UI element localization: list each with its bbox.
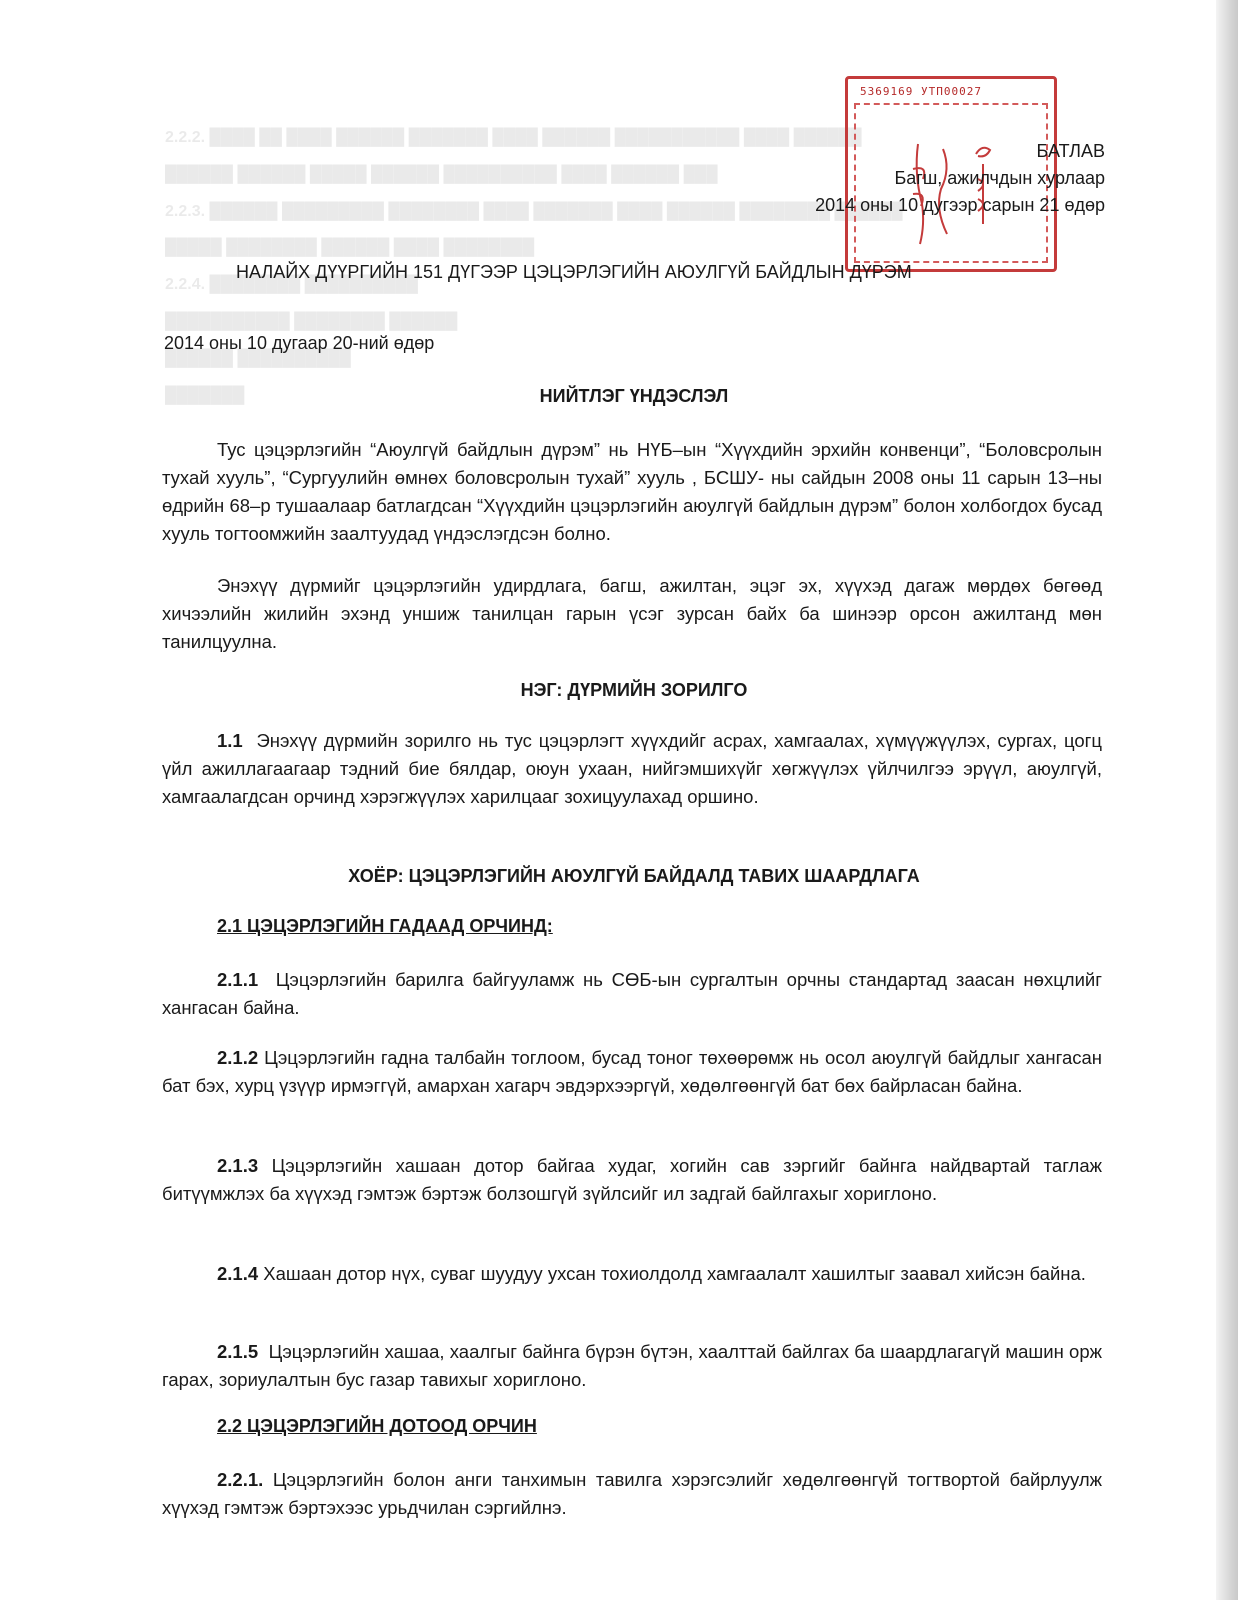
heading-general: НИЙТЛЭГ ҮНДЭСЛЭЛ [539,386,729,406]
clause-number: 1.1 [217,730,243,751]
clause-2-1-3 [162,1152,1102,1208]
clause-text: Цэцэрлэгийн хашаан дотор байгаа худаг, хогийн сав зэргийг байнга найдвартай таглаж битүүмжлэх ба хүүхэд гэмтэж бэртэж болзошгүй зүйлсийг ил задгай байлгахыг хориглоно. [162,1155,1103,1204]
clause-2-2-1 [162,1466,1102,1522]
scan-edge [1216,0,1238,1600]
stamp-number: 5369169 УТП00027 [860,85,982,98]
approval-title: БАТЛАВ [1036,141,1105,161]
approval-block [815,138,1105,219]
general-paragraph-2: Энэхүү дүрмийг цэцэрлэгийн удирдлага, багш, ажилтан, эцэг эх, хүүхэд дагаж мөрдөх бөгөөд хичээлийн жилийн эхэнд уншиж танилцан гарын үсэг зурсан байх ба шинээр орсон ажилтанд мөн танилцуулна. [162,575,1102,652]
clause-text: Хашаан дотор нүх, суваг шуудуу ухсан тохиолдолд хамгаалалт хашилтыг заавал хийсэн байна. [263,1263,1086,1284]
clause-2-1-2 [162,1044,1102,1100]
clause-2-1-1 [162,966,1102,1022]
document-title: НАЛАЙХ ДҮҮРГИЙН 151 ДҮГЭЭР ЦЭЦЭРЛЭГИЙН АЮУЛГҮЙ БАЙДЛЫН ДҮРЭМ [236,262,912,282]
clause-number: 2.1.1 [217,969,259,990]
document-date: 2014 оны 10 дугаар 20-ний өдөр [164,333,435,353]
approval-line-2: 2014 оны 10 дугээр сарын 21 өдөр [815,195,1105,215]
clause-text: Цэцэрлэгийн гадна талбайн тоглоом, бусад тоног төхөөрөмж нь осол аюулгүй байдлыг хангасан бат бэх, хурц үзүүр ирмэггүй, амархан хагарч эвдэрхээргүй, хөдөлгөөнгүй бат бөх байрласан байна. [162,1047,1102,1096]
bleed-through: 2.2.2. ████ ██ ████ ██████ ███████ ████ ██████ ███████████ ████ ██████ ██████ ██████ █████ ██████ ██████████ ████ ██████ ███ 2.2.3. ██████ █████████ ████████ ████ ███████ ████ ██████ ████████ ██████ █████ ████████ ██████ ████ ████████ 2.2.4. ████████ ██████████ ███████████ ████████ ██████ ██████ ██████████ ███████ [165,129,903,404]
heading-section-2: ХОЁР: ЦЭЦЭРЛЭГИЙН АЮУЛГҮЙ БАЙДАЛД ТАВИХ ШААРДЛАГА [348,866,920,886]
subheading-2-2: 2.2 ЦЭЦЭРЛЭГИЙН ДОТООД ОРЧИН [217,1416,537,1436]
clause-text: Цэцэрлэгийн барилга байгууламж нь СӨБ-ын сургалтын орчны стандартад заасан нөхцлийг хангасан байна. [162,969,1102,1018]
clause-2-1-5 [162,1338,1102,1394]
clause-text: Цэцэрлэгийн болон анги танхимын тавилга хэрэгсэлийг хөдөлгөөнгүй тогтвортой байрлуулж хүүхэд гэмтэж бэртэхээс урьдчилан сэргийлнэ. [162,1469,1102,1518]
general-paragraph-1: Тус цэцэрлэгийн “Аюулгүй байдлын дүрэм” нь НҮБ–ын “Хүүхдийн эрхийн конвенци”, “Боловсролын тухай хууль”, “Сургуулийн өмнөх боловсролын тухай” хууль , БСШУ- ны сайдын 2008 оны 11 сарын 13–ны өдрийн 68–р тушаалаар батлагдсан “Хүүхдийн цэцэрлэгийн аюулгүй байдлын дүрэм” болон холбогдох бусад хууль тогтоомжийн заалтуудад үндэслэгдсэн болно. [162,439,1102,544]
clause-number: 2.2.1. [217,1469,264,1490]
clause-2-1-4 [162,1260,1102,1288]
approval-line-1: Багш, ажилчдын хурлаар [894,168,1105,188]
clause-number: 2.1.2 [217,1047,259,1068]
clause-number: 2.1.4 [217,1263,259,1284]
heading-section-1: НЭГ: ДҮРМИЙН ЗОРИЛГО [520,680,748,700]
clause-number: 2.1.3 [217,1155,259,1176]
clause-text: Цэцэрлэгийн хашаа, хаалгыг байнга бүрэн бүтэн, хаалттай байлгах ба шаардлагагүй машин орж гарах, зориулалтын бус газар тавихыг хориглоно. [162,1341,1102,1390]
section-1-paragraph [162,727,1102,811]
clause-text: Энэхүү дүрмийн зорилго нь тус цэцэрлэгт хүүхдийг асрах, хамгаалах, хүмүүжүүлэх, сургах, цогц үйл ажиллагаагаар тэдний бие бялдар, оюун ухаан, нийгэмшихүйг хөгжүүлэх үйлчилгээ эрүүл, аюулгүй, хамгаалагдсан орчинд хэрэгжүүлэх харилцааг зохицуулахад оршино. [162,730,1102,807]
clause-number: 2.1.5 [217,1341,259,1362]
subheading-2-1: 2.1 ЦЭЦЭРЛЭГИЙН ГАДААД ОРЧИНД: [217,916,553,936]
